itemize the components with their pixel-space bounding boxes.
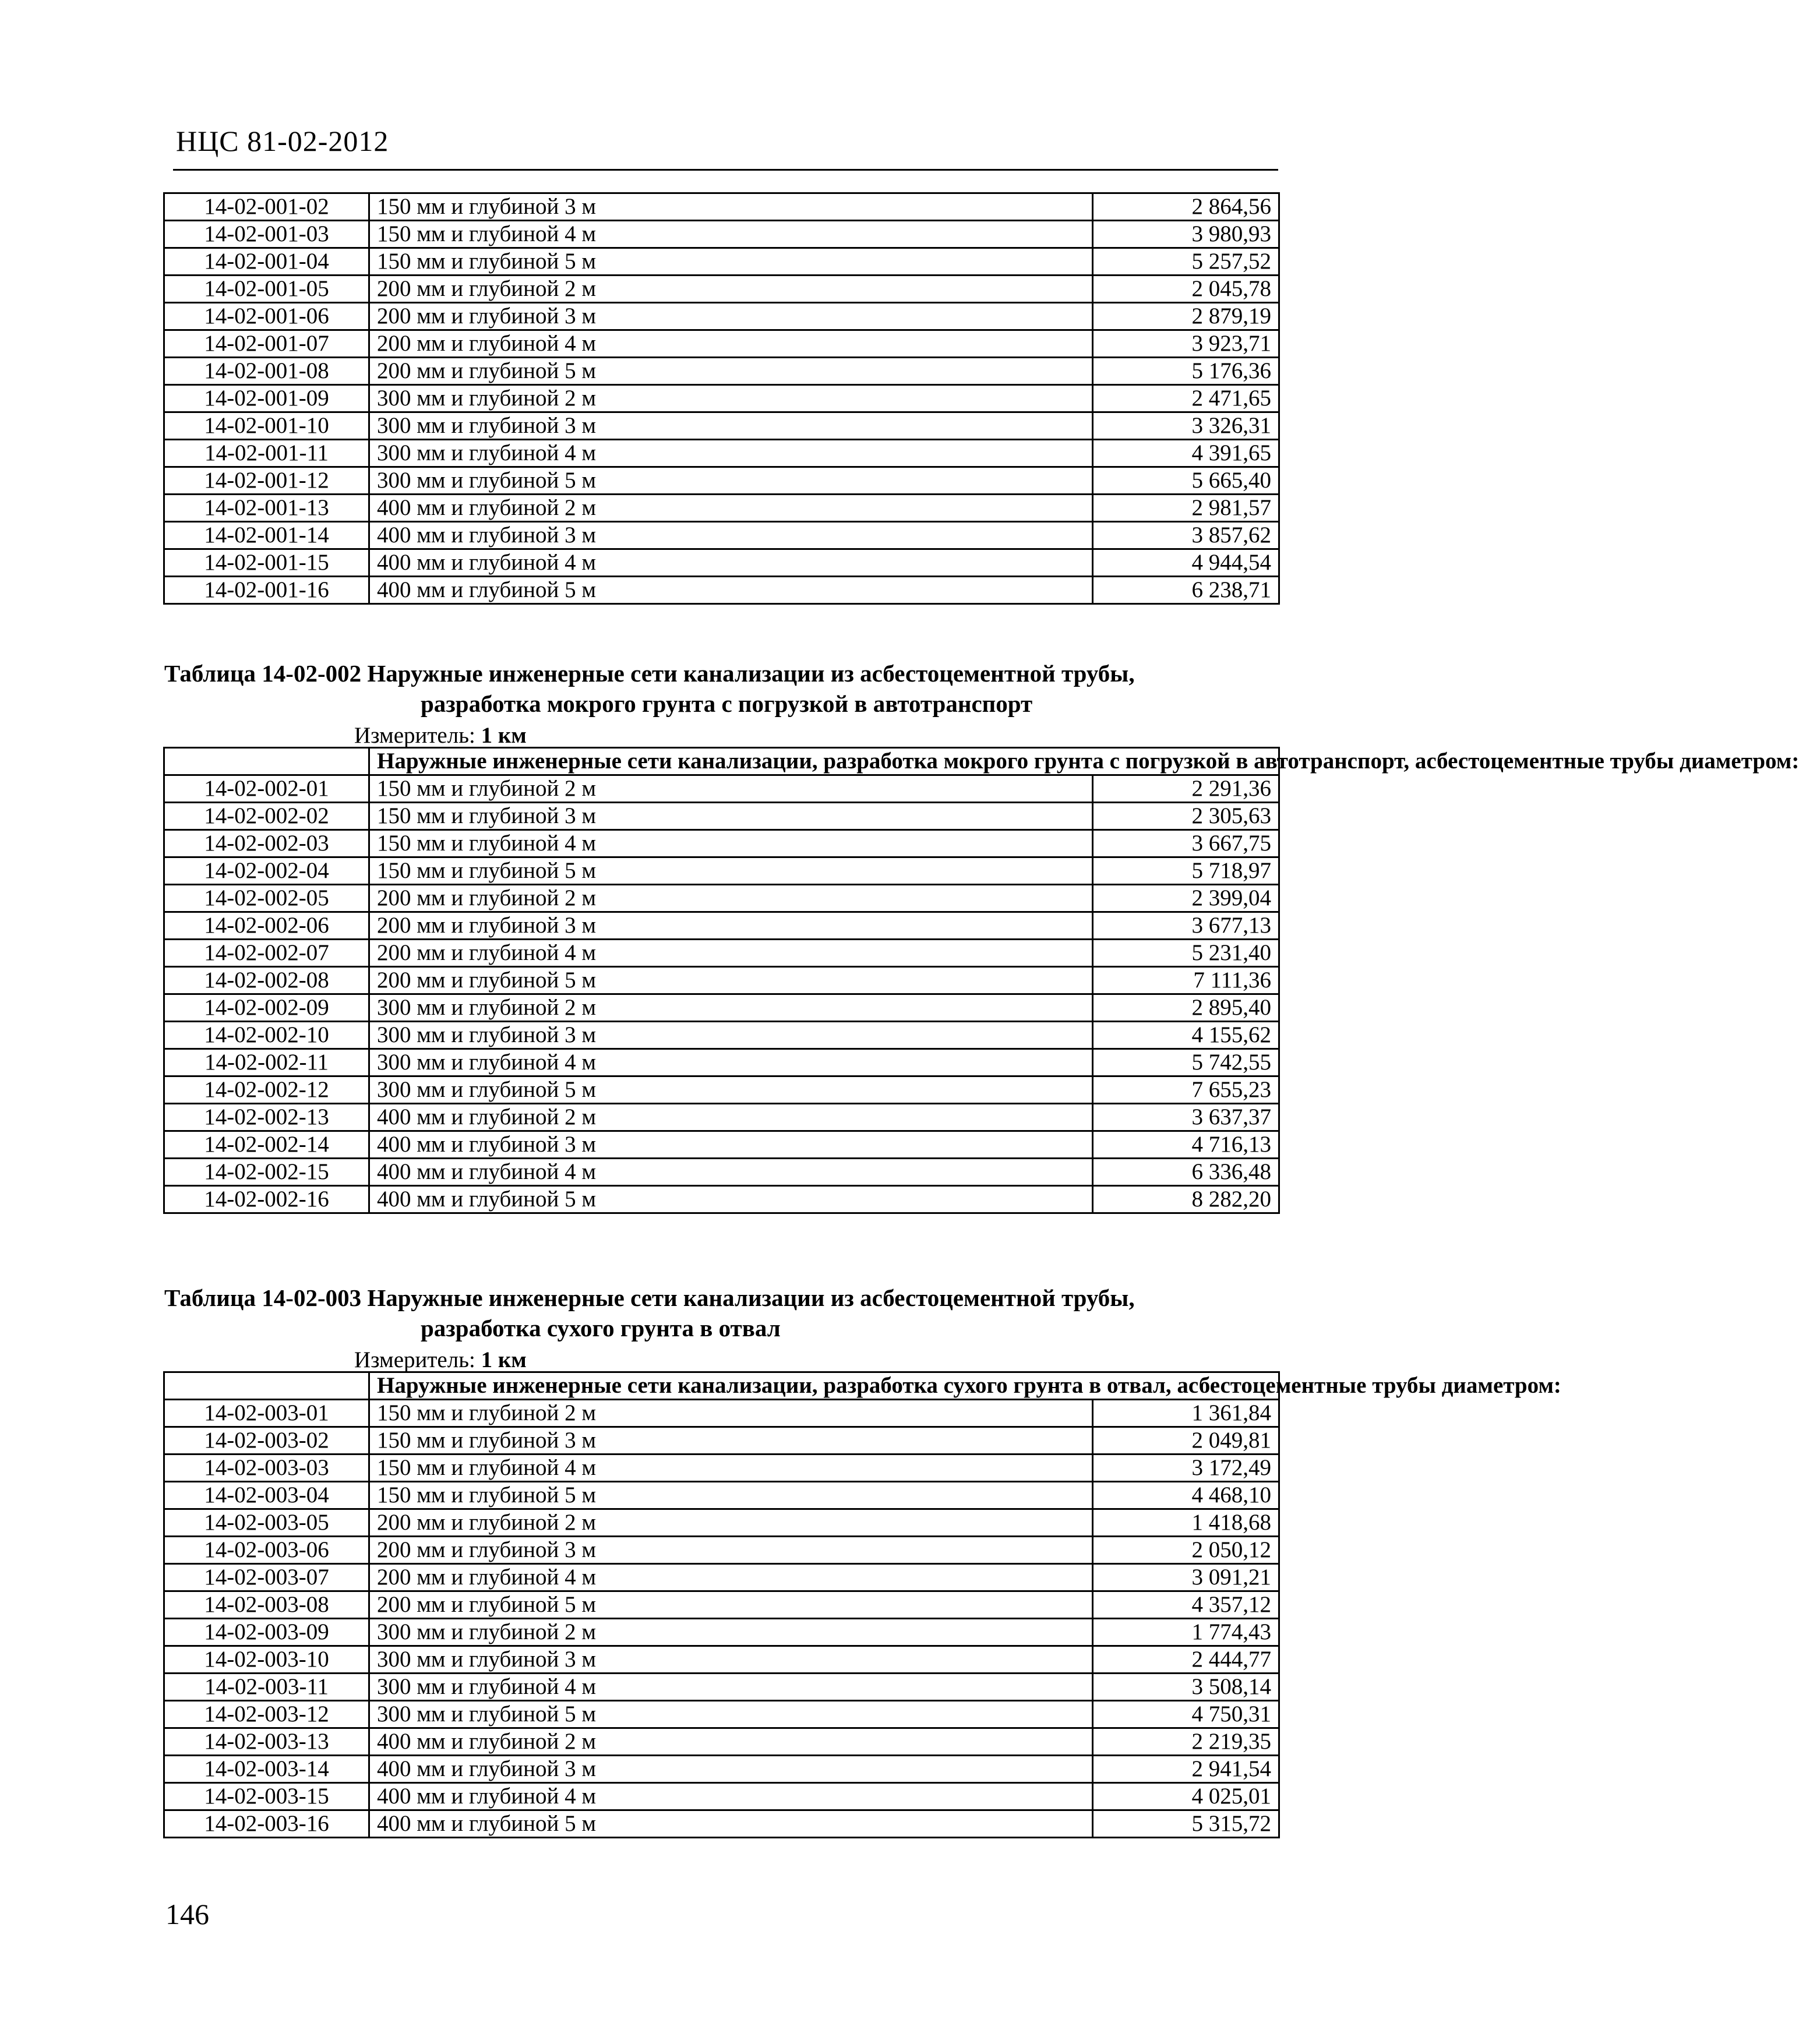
table-row: [164, 1564, 1279, 1591]
row-description: 300 мм и глубиной 5 м: [369, 1076, 1093, 1104]
row-description: 200 мм и глубиной 4 м: [369, 330, 1093, 358]
measure-line: [354, 1347, 527, 1374]
row-value: 2 049,81: [1093, 1427, 1279, 1455]
row-value: 3 637,37: [1093, 1104, 1279, 1131]
row-description: 400 мм и глубиной 4 м: [369, 1159, 1093, 1186]
row-description: 150 мм и глубиной 2 м: [369, 1400, 1093, 1427]
row-code: 14-02-001-08: [164, 358, 369, 385]
row-code: 14-02-003-10: [164, 1646, 369, 1674]
table-row: [164, 577, 1279, 604]
row-value: 2 895,40: [1093, 994, 1279, 1022]
table-row: [164, 1756, 1279, 1783]
row-description: 300 мм и глубиной 4 м: [369, 1674, 1093, 1701]
row-value: 2 305,63: [1093, 803, 1279, 830]
row-code: 14-02-001-16: [164, 577, 369, 604]
row-value: 5 176,36: [1093, 358, 1279, 385]
row-value: 2 879,19: [1093, 303, 1279, 330]
row-code: 14-02-003-08: [164, 1591, 369, 1619]
row-code: 14-02-003-13: [164, 1728, 369, 1756]
row-value: 2 050,12: [1093, 1537, 1279, 1564]
row-description: 200 мм и глубиной 4 м: [369, 1564, 1093, 1591]
row-description: 400 мм и глубиной 3 м: [369, 1756, 1093, 1783]
table-row: [164, 330, 1279, 358]
table-row: [164, 885, 1279, 912]
row-code: 14-02-003-02: [164, 1427, 369, 1455]
row-code: 14-02-001-07: [164, 330, 369, 358]
table-caption-14-02-002: [164, 658, 1278, 719]
row-description: 200 мм и глубиной 2 м: [369, 885, 1093, 912]
row-description: 200 мм и глубиной 2 м: [369, 1509, 1093, 1537]
table-row: [164, 1537, 1279, 1564]
row-description: 150 мм и глубиной 3 м: [369, 193, 1093, 221]
heading-empty-cell: [164, 748, 369, 775]
row-value: 3 508,14: [1093, 1674, 1279, 1701]
row-code: 14-02-003-03: [164, 1455, 369, 1482]
table-rows: [164, 775, 1279, 1213]
row-description: 400 мм и глубиной 4 м: [369, 1783, 1093, 1810]
row-description: 400 мм и глубиной 3 м: [369, 522, 1093, 549]
row-value: 6 336,48: [1093, 1159, 1279, 1186]
row-value: 4 468,10: [1093, 1482, 1279, 1509]
row-value: 1 361,84: [1093, 1400, 1279, 1427]
table-row: [164, 830, 1279, 857]
row-description: 300 мм и глубиной 3 м: [369, 1646, 1093, 1674]
table-row: [164, 1427, 1279, 1455]
row-description: 200 мм и глубиной 3 м: [369, 303, 1093, 330]
row-code: 14-02-002-08: [164, 967, 369, 994]
row-description: 400 мм и глубиной 2 м: [369, 495, 1093, 522]
row-description: 150 мм и глубиной 3 м: [369, 1427, 1093, 1455]
row-value: 7 111,36: [1093, 967, 1279, 994]
row-value: 3 172,49: [1093, 1455, 1279, 1482]
row-description: 200 мм и глубиной 5 м: [369, 358, 1093, 385]
table-row: [164, 1455, 1279, 1482]
table-heading-row: [164, 1372, 1279, 1400]
table-body: [164, 748, 1799, 775]
caption-line-2: разработка мокрого грунта с погрузкой в автотранспорт: [421, 690, 1033, 717]
row-value: 5 742,55: [1093, 1049, 1279, 1076]
table-row: [164, 193, 1279, 221]
row-code: 14-02-002-16: [164, 1186, 369, 1213]
table-row: [164, 385, 1279, 412]
row-description: 150 мм и глубиной 4 м: [369, 1455, 1093, 1482]
row-code: 14-02-001-14: [164, 522, 369, 549]
table-row: [164, 1509, 1279, 1537]
table-row: [164, 1810, 1279, 1838]
heading-empty-cell: [164, 1372, 369, 1400]
row-description: 150 мм и глубиной 3 м: [369, 803, 1093, 830]
table-body: [164, 1372, 1561, 1400]
row-code: 14-02-003-12: [164, 1701, 369, 1728]
caption-line-1: Таблица 14-02-002 Наружные инженерные сети канализации из асбестоцементной трубы,: [164, 660, 1135, 687]
table-row: [164, 412, 1279, 440]
table-row: [164, 358, 1279, 385]
table-caption-14-02-003: [164, 1283, 1278, 1343]
row-value: 2 981,57: [1093, 495, 1279, 522]
row-code: 14-02-003-16: [164, 1810, 369, 1838]
measure-label: Измеритель:: [354, 1347, 475, 1372]
row-value: 2 941,54: [1093, 1756, 1279, 1783]
row-description: 400 мм и глубиной 5 м: [369, 1186, 1093, 1213]
row-value: 2 399,04: [1093, 885, 1279, 912]
row-value: 4 025,01: [1093, 1783, 1279, 1810]
table-row: [164, 994, 1279, 1022]
row-description: 400 мм и глубиной 5 м: [369, 1810, 1093, 1838]
row-value: 4 716,13: [1093, 1131, 1279, 1159]
row-code: 14-02-001-02: [164, 193, 369, 221]
row-value: 4 357,12: [1093, 1591, 1279, 1619]
table-14-02-002: [163, 747, 1799, 1214]
row-code: 14-02-001-06: [164, 303, 369, 330]
row-value: 8 282,20: [1093, 1186, 1279, 1213]
table-row: [164, 1159, 1279, 1186]
table-row: [164, 440, 1279, 467]
table-heading-row: [164, 748, 1279, 775]
table-row: [164, 803, 1279, 830]
row-code: 14-02-003-09: [164, 1619, 369, 1646]
row-value: 3 923,71: [1093, 330, 1279, 358]
table-row: [164, 467, 1279, 495]
row-description: 150 мм и глубиной 5 м: [369, 1482, 1093, 1509]
table-row: [164, 967, 1279, 994]
caption-line-1: Таблица 14-02-003 Наружные инженерные сети канализации из асбестоцементной трубы,: [164, 1284, 1135, 1311]
header-rule: [173, 169, 1278, 171]
row-value: 5 315,72: [1093, 1810, 1279, 1838]
row-description: 300 мм и глубиной 2 м: [369, 1619, 1093, 1646]
table-row: [164, 276, 1279, 303]
table-row: [164, 775, 1279, 803]
row-code: 14-02-003-11: [164, 1674, 369, 1701]
row-code: 14-02-002-10: [164, 1022, 369, 1049]
row-value: 3 857,62: [1093, 522, 1279, 549]
table-row: [164, 221, 1279, 248]
row-description: 300 мм и глубиной 4 м: [369, 1049, 1093, 1076]
row-code: 14-02-002-06: [164, 912, 369, 940]
table-row: [164, 1400, 1279, 1427]
row-code: 14-02-001-05: [164, 276, 369, 303]
row-description: 150 мм и глубиной 5 м: [369, 857, 1093, 885]
row-code: 14-02-001-13: [164, 495, 369, 522]
row-description: 200 мм и глубиной 5 м: [369, 1591, 1093, 1619]
table-row: [164, 1646, 1279, 1674]
table-row: [164, 522, 1279, 549]
table-row: [164, 1131, 1279, 1159]
row-value: 3 326,31: [1093, 412, 1279, 440]
row-value: 4 944,54: [1093, 549, 1279, 577]
row-value: 2 045,78: [1093, 276, 1279, 303]
row-code: 14-02-002-02: [164, 803, 369, 830]
row-description: 400 мм и глубиной 5 м: [369, 577, 1093, 604]
table-row: [164, 303, 1279, 330]
table-row: [164, 495, 1279, 522]
row-code: 14-02-001-15: [164, 549, 369, 577]
table-row: [164, 1482, 1279, 1509]
row-description: 150 мм и глубиной 4 м: [369, 830, 1093, 857]
row-value: 2 219,35: [1093, 1728, 1279, 1756]
row-value: 4 155,62: [1093, 1022, 1279, 1049]
row-code: 14-02-002-07: [164, 940, 369, 967]
row-code: 14-02-002-03: [164, 830, 369, 857]
measure-label: Измеритель:: [354, 723, 475, 748]
row-value: 3 667,75: [1093, 830, 1279, 857]
row-code: 14-02-003-15: [164, 1783, 369, 1810]
row-value: 4 750,31: [1093, 1701, 1279, 1728]
table-row: [164, 1783, 1279, 1810]
row-description: 300 мм и глубиной 4 м: [369, 440, 1093, 467]
row-value: 2 471,65: [1093, 385, 1279, 412]
row-value: 2 444,77: [1093, 1646, 1279, 1674]
row-description: 300 мм и глубиной 2 м: [369, 385, 1093, 412]
row-code: 14-02-001-11: [164, 440, 369, 467]
row-value: 3 677,13: [1093, 912, 1279, 940]
row-description: 300 мм и глубиной 2 м: [369, 994, 1093, 1022]
row-code: 14-02-001-10: [164, 412, 369, 440]
row-description: 300 мм и глубиной 5 м: [369, 1701, 1093, 1728]
table-row: [164, 940, 1279, 967]
table-14-02-003: [163, 1371, 1561, 1838]
table-row: [164, 248, 1279, 276]
table-rows: [164, 1400, 1279, 1838]
running-header: НЦС 81-02-2012: [176, 125, 389, 157]
row-description: 200 мм и глубиной 2 м: [369, 276, 1093, 303]
row-code: 14-02-003-04: [164, 1482, 369, 1509]
table-row: [164, 1022, 1279, 1049]
table-row: [164, 1674, 1279, 1701]
row-value: 5 718,97: [1093, 857, 1279, 885]
row-description: 400 мм и глубиной 2 м: [369, 1104, 1093, 1131]
row-value: 2 864,56: [1093, 193, 1279, 221]
row-value: 5 257,52: [1093, 248, 1279, 276]
table-row: [164, 1049, 1279, 1076]
row-code: 14-02-003-07: [164, 1564, 369, 1591]
row-description: 300 мм и глубиной 5 м: [369, 467, 1093, 495]
row-code: 14-02-003-14: [164, 1756, 369, 1783]
row-description: 300 мм и глубиной 3 м: [369, 1022, 1093, 1049]
table-row: [164, 1104, 1279, 1131]
row-description: 200 мм и глубиной 4 м: [369, 940, 1093, 967]
row-description: 300 мм и глубиной 3 м: [369, 412, 1093, 440]
table-row: [164, 1186, 1279, 1213]
table-row: [164, 857, 1279, 885]
measure-unit: 1 км: [481, 723, 527, 748]
table-heading: Наружные инженерные сети канализации, разработка сухого грунта в отвал, асбестоцементные трубы диаметром:: [369, 1372, 1279, 1400]
row-code: 14-02-002-12: [164, 1076, 369, 1104]
table-row: [164, 1076, 1279, 1104]
row-code: 14-02-001-12: [164, 467, 369, 495]
table-14-02-001: [163, 192, 1280, 605]
page-number: 146: [165, 1898, 209, 1930]
row-code: 14-02-003-05: [164, 1509, 369, 1537]
table-row: [164, 1591, 1279, 1619]
row-code: 14-02-002-05: [164, 885, 369, 912]
row-code: 14-02-002-01: [164, 775, 369, 803]
table-heading: Наружные инженерные сети канализации, разработка мокрого грунта с погрузкой в автотранспорт, асбестоцементные трубы диаметром:: [369, 748, 1279, 775]
row-value: 4 391,65: [1093, 440, 1279, 467]
row-description: 400 мм и глубиной 4 м: [369, 549, 1093, 577]
row-description: 200 мм и глубиной 3 м: [369, 912, 1093, 940]
row-description: 150 мм и глубиной 2 м: [369, 775, 1093, 803]
table-row: [164, 1619, 1279, 1646]
row-description: 400 мм и глубиной 2 м: [369, 1728, 1093, 1756]
caption-line-2: разработка сухого грунта в отвал: [421, 1315, 781, 1342]
row-code: 14-02-002-11: [164, 1049, 369, 1076]
table-row: [164, 549, 1279, 577]
row-code: 14-02-002-15: [164, 1159, 369, 1186]
row-description: 400 мм и глубиной 3 м: [369, 1131, 1093, 1159]
row-code: 14-02-003-01: [164, 1400, 369, 1427]
row-code: 14-02-001-03: [164, 221, 369, 248]
row-value: 7 655,23: [1093, 1076, 1279, 1104]
row-description: 200 мм и глубиной 5 м: [369, 967, 1093, 994]
row-code: 14-02-002-13: [164, 1104, 369, 1131]
measure-unit: 1 км: [481, 1347, 527, 1372]
table-body: [164, 193, 1279, 604]
row-description: 150 мм и глубиной 5 м: [369, 248, 1093, 276]
row-description: 150 мм и глубиной 4 м: [369, 221, 1093, 248]
row-value: 5 665,40: [1093, 467, 1279, 495]
row-code: 14-02-002-09: [164, 994, 369, 1022]
table-row: [164, 912, 1279, 940]
row-value: 1 418,68: [1093, 1509, 1279, 1537]
row-code: 14-02-001-09: [164, 385, 369, 412]
measure-line: [354, 722, 527, 749]
row-value: 3 980,93: [1093, 221, 1279, 248]
row-value: 1 774,43: [1093, 1619, 1279, 1646]
row-code: 14-02-001-04: [164, 248, 369, 276]
row-value: 5 231,40: [1093, 940, 1279, 967]
row-code: 14-02-003-06: [164, 1537, 369, 1564]
row-value: 6 238,71: [1093, 577, 1279, 604]
table-row: [164, 1728, 1279, 1756]
row-code: 14-02-002-04: [164, 857, 369, 885]
row-description: 200 мм и глубиной 3 м: [369, 1537, 1093, 1564]
table-row: [164, 1701, 1279, 1728]
row-code: 14-02-002-14: [164, 1131, 369, 1159]
row-value: 3 091,21: [1093, 1564, 1279, 1591]
row-value: 2 291,36: [1093, 775, 1279, 803]
